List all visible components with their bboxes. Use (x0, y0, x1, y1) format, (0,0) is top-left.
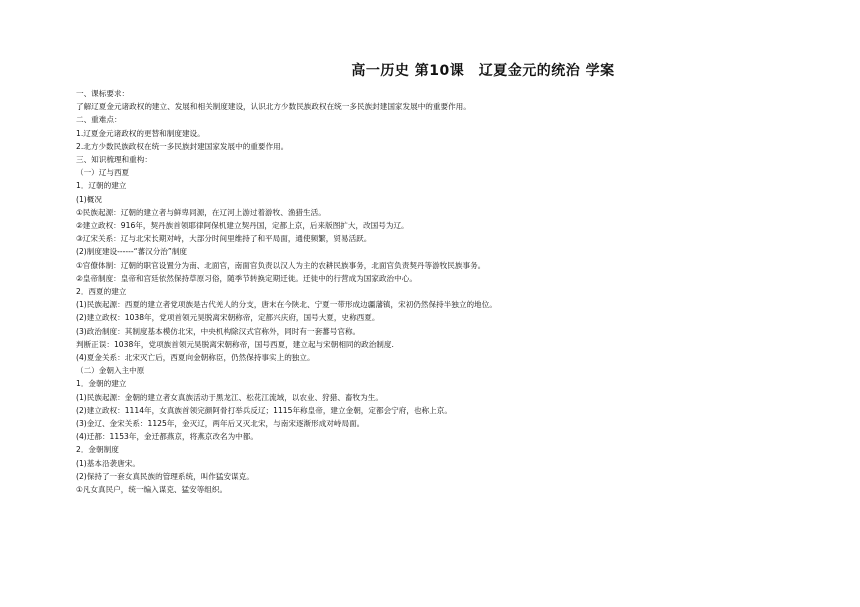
text-line: (2)制度建设------“蕃汉分治”制度 (76, 247, 188, 257)
text-line: ②建立政权：916年，契丹族首领耶律阿保机建立契丹国，定都上京，后来版图扩大，改国号为辽。 (76, 221, 409, 231)
text-line: (1)民族起源：金朝的建立者女真族活动于黑龙江、松花江流域，以农业、狩猎、畜牧为生。 (76, 392, 383, 402)
text-line: 了解辽夏金元诸政权的建立、发展和相关制度建设，认识北方少数民族政权在统一多民族封建国家发展中的重要作用。 (76, 102, 471, 112)
text-line: (2)保持了一套女真民族的管理系统，叫作猛安谋克。 (76, 471, 254, 481)
text-line: (3)金辽、金宋关系：1125年，金灭辽，两年后又灭北宋，与南宋逐渐形成对峙局面。 (76, 419, 365, 429)
text-line: (1)基本沿袭唐宋。 (76, 458, 140, 468)
topic-heading: 1．金朝的建立 (76, 379, 127, 389)
text-line: (3)政治制度：其制度基本模仿北宋，中央机构除汉式官称外，同时有一套蕃号官称。 (76, 326, 361, 336)
text-line: ③辽宋关系：辽与北宋长期对峙，大部分时间里维持了和平局面，通使频繁，贸易活跃。 (76, 234, 372, 244)
text-line: (2)建立政权：1038年，党项首领元昊脱离宋朝称帝，定都兴庆府，国号大夏，史称西夏。 (76, 313, 380, 323)
text-line: 判断正误：1038年，党项族首领元昊脱离宋朝称帝，国号西夏，建立起与宋朝相同的政治制度. (76, 339, 394, 349)
text-line: ①民族起源：辽朝的建立者与鲜卑同源，在辽河上游过着游牧、渔猎生活。 (76, 207, 326, 217)
section-heading: 一、课标要求： (76, 89, 130, 98)
topic-heading: 1．辽朝的建立 (76, 181, 127, 191)
text-line: ①凡女真民户，统一编入谋克、猛安等组织。 (76, 485, 228, 495)
subsection-heading: （二）金朝入主中原 (76, 366, 145, 376)
section-heading: 三、知识梳理和重构： (76, 155, 152, 165)
text-line: (1)民族起源：西夏的建立者党项族是古代羌人的分支，唐末在今陕北、宁夏一带形成边疆藩镇，宋初仍然保持半独立的地位。 (76, 300, 497, 310)
document-title: 高一历史 第10课 辽夏金元的统治 学案 (351, 63, 615, 79)
text-line: 2.北方少数民族政权在统一多民族封建国家发展中的重要作用。 (76, 141, 289, 151)
topic-heading: 2．西夏的建立 (76, 287, 127, 297)
text-line: (4)迁都：1153年，金迁都燕京，将燕京改名为中都。 (76, 432, 258, 442)
text-line: (1)概况 (76, 194, 102, 204)
topic-heading: 2．金朝制度 (76, 445, 119, 455)
text-line: ②皇帝制度：皇帝和宫廷依然保持草原习俗，随季节转换定期迁徙。迁徙中的行营成为国家政治中心。 (76, 273, 417, 283)
text-line: (2)建立政权：1114年，女真族首领完颜阿骨打举兵反辽；1115年称皇帝，建立金朝，定都会宁府，也称上京。 (76, 405, 452, 415)
subsection-heading: （一）辽与西夏 (76, 168, 130, 178)
text-line: (4)夏金关系：北宋灭亡后，西夏向金朝称臣，仍然保持事实上的独立。 (76, 353, 315, 363)
text-line: ①官僚体制：辽朝的职官设置分为南、北面官，南面官负责以汉人为主的农耕民族事务，北面官负责契丹等游牧民族事务。 (76, 260, 486, 270)
document-body (76, 87, 820, 496)
section-heading: 二、重难点： (76, 115, 122, 125)
text-line: 1.辽夏金元诸政权的更替和制度建设。 (76, 128, 205, 138)
